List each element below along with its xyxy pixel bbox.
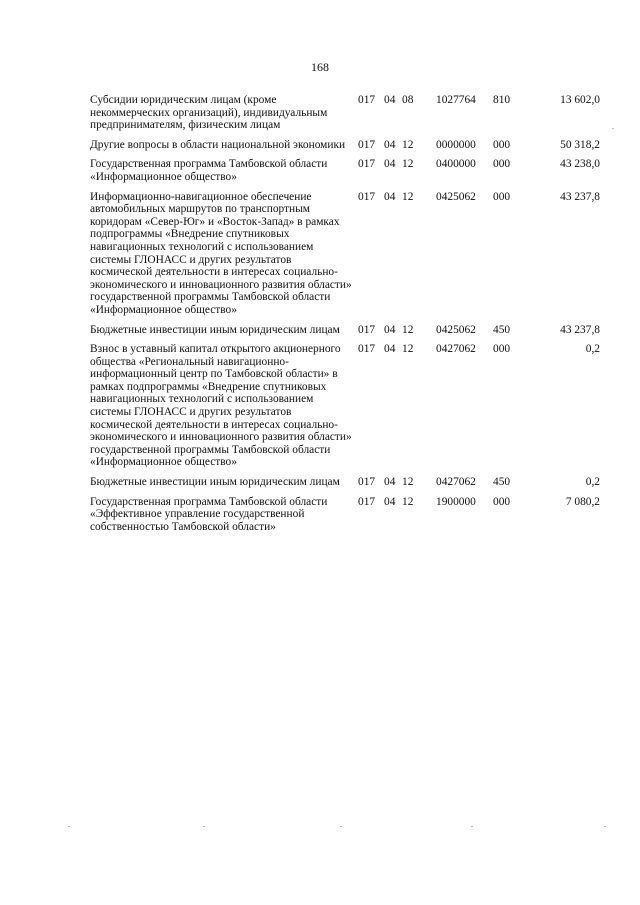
amount: 0,2 [585, 343, 600, 356]
target-article-code: 1900000 [436, 495, 476, 508]
page-number: 168 [311, 60, 329, 74]
target-article-code: 1027764 [436, 94, 476, 106]
ministry-code: 017 [358, 476, 376, 489]
target-article-code: 0425062 [436, 190, 476, 203]
table-row [90, 191, 600, 317]
expense-type-code: 000 [493, 343, 511, 356]
amount: 43 238,0 [560, 158, 600, 171]
subsection-code: 12 [402, 190, 414, 203]
scan-mark [612, 128, 614, 129]
subsection-code: 12 [402, 343, 414, 356]
table-row [90, 94, 600, 132]
section-code: 04 [384, 495, 396, 508]
section-code: 04 [384, 190, 396, 203]
row-name: Бюджетные инвестиции иным юридическим лицам [90, 476, 340, 489]
expense-type-code: 000 [493, 138, 511, 151]
ministry-code: 017 [358, 323, 376, 336]
row-name: Взнос в уставный капитал открытого акционерного общества «Региональный навигационно-информационный центр по Тамбовской области» в рамках подпрограммы «Внедрение спутниковых навигационных технологий с использованием системы ГЛОНАСС и других результатов космической деятельности в интересах социально-экономического и инновационного развития области» государственной программы Тамбовской области «Информационное общество» [90, 343, 352, 469]
scan-dot [203, 826, 205, 827]
subsection-code: 12 [402, 495, 414, 508]
target-article-code: 0427062 [436, 343, 476, 356]
scan-dot [604, 826, 606, 827]
target-article-code: 0000000 [436, 138, 476, 151]
budget-table [90, 94, 600, 540]
ministry-code: 017 [358, 495, 376, 508]
scan-dot-row [0, 826, 640, 830]
row-name: Государственная программа Тамбовской области «Информационное общество» [90, 158, 328, 183]
ministry-code: 017 [358, 190, 376, 203]
expense-type-code: 000 [493, 190, 511, 203]
amount: 43 237,8 [560, 323, 600, 336]
scan-dot [340, 826, 342, 827]
expense-type-code: 000 [493, 495, 511, 508]
scan-dot [471, 826, 473, 827]
row-name: Информационно-навигационное обеспечение автомобильных маршрутов по транспортным коридорам «Север-Юг» и «Восток-Запад» в рамках подпрограммы «Внедрение спутниковых навигационных технологий с использованием системы ГЛОНАСС и других результатов космической деятельности в интересах социально-экономического и инновационного развития области» государственной программы Тамбовской области «Информационное общество» [90, 190, 352, 316]
ministry-code: 017 [358, 158, 376, 171]
table-row [90, 324, 600, 337]
expense-type-code: 000 [493, 158, 511, 171]
section-code: 04 [384, 138, 396, 151]
amount: 0,2 [585, 476, 600, 489]
target-article-code: 0427062 [436, 476, 476, 489]
row-name: Бюджетные инвестиции иным юридическим лицам [90, 323, 340, 336]
section-code: 04 [384, 343, 396, 356]
amount: 7 080,2 [565, 495, 600, 508]
table-row [90, 343, 600, 469]
table-row [90, 496, 600, 534]
target-article-code: 0400000 [436, 158, 476, 171]
ministry-code: 017 [358, 138, 376, 151]
row-name: Субсидии юридическим лицам (кроме некоммерческих организаций), индивидуальным предпринимателям, физическим лицам [90, 94, 328, 132]
table-row [90, 158, 600, 183]
expense-type-code: 450 [493, 476, 511, 489]
expense-type-code: 810 [493, 94, 511, 106]
section-code: 04 [384, 94, 396, 106]
expense-type-code: 450 [493, 323, 511, 336]
scan-dot [68, 826, 70, 827]
subsection-code: 12 [402, 158, 414, 171]
amount: 43 237,8 [560, 190, 600, 203]
target-article-code: 0425062 [436, 323, 476, 336]
row-name: Государственная программа Тамбовской области «Эффективное управление государственной собственностью Тамбовской области» [90, 495, 328, 533]
table-row [90, 139, 600, 152]
amount: 13 602,0 [560, 94, 600, 106]
table-row [90, 476, 600, 489]
section-code: 04 [384, 158, 396, 171]
subsection-code: 12 [402, 138, 414, 151]
ministry-code: 017 [358, 94, 376, 106]
subsection-code: 12 [402, 476, 414, 489]
row-name: Другие вопросы в области национальной экономики [90, 138, 346, 151]
section-code: 04 [384, 323, 396, 336]
subsection-code: 12 [402, 323, 414, 336]
ministry-code: 017 [358, 343, 376, 356]
subsection-code: 08 [402, 94, 414, 106]
amount: 50 318,2 [560, 138, 600, 151]
section-code: 04 [384, 476, 396, 489]
